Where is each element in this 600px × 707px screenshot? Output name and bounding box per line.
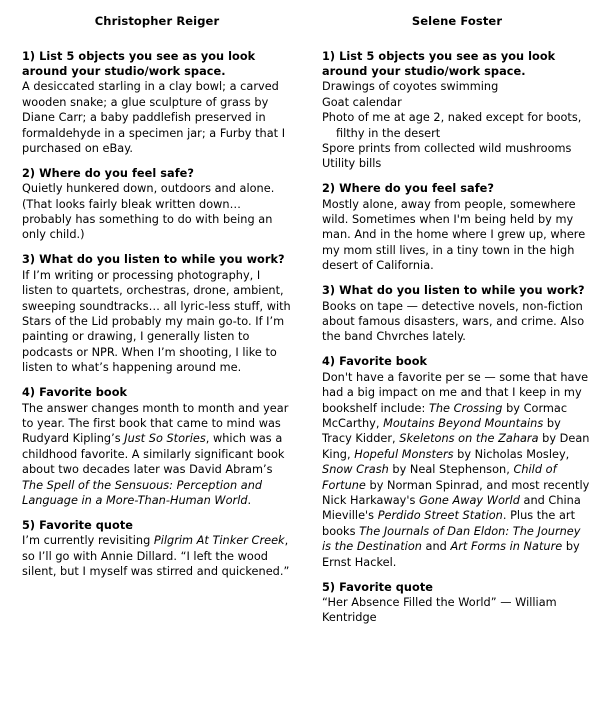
list-item: Goat calendar [322, 95, 402, 109]
qa-block [22, 385, 292, 508]
question-heading: 4) Favorite book [322, 355, 428, 369]
list-item: Spore prints from collected wild mushrooms [322, 141, 572, 155]
qa-list-right [322, 49, 592, 626]
question-heading: 2) Where do you feel safe? [322, 182, 494, 196]
answer-text: The answer changes month to month and year to year. The first book that came to mind was Rudyard Kipling’s Just So Stories, which was a childhood favorite. A similarly significant book about two decades later was David Abram’s The Spell of the Sensuous: Perception and Language in a More-Than-Human World. [22, 401, 289, 507]
question-heading: 2) Where do you feel safe? [22, 166, 194, 180]
qa-block [22, 166, 292, 243]
answer-text: I’m currently revisiting Pilgrim At Tinker Creek, so I’ll go with Annie Dillard. “I left the wood silent, but I myself was stirred and quickened.” [22, 534, 290, 579]
answer-text: Books on tape — detective novels, non-fiction about famous disasters, wars, and crime. Also the band Chvrches lately. [322, 299, 585, 344]
column-christopher-reiger [0, 14, 300, 580]
question-heading: 5) Favorite quote [22, 518, 133, 532]
answer-text: If I’m writing or processing photography, I listen to quartets, orchestras, drone, ambient, sweeping soundtracks… all lyric-less stuff, with Stars of the Lid probably my main go-to. If I’m painting or drawing, I generally listen to podcasts or NPR. When I’m shooting, I like to listen to what’s happening around me. [22, 268, 291, 375]
list-item: Utility bills [322, 157, 382, 171]
answer-text: A desiccated starling in a clay bowl; a carved wooden snake; a glue sculpture of grass by Diane Carr; a baby paddlefish preserved in formaldehyde in a specimen jar; a Furby that I purchased on eBay. [22, 80, 286, 155]
answer-text: Don't have a favorite per se — some that have had a big impact on me and that I keep in my bookshelf include: The Crossing by Cormac McCarthy, Moutains Beyond Mountains by Tracy Kidder, Skeletons on the Zahara by Dean King, Hopeful Monsters by Nicholas Mosley, Snow Crash by Neal Stephenson, Child of Fortune by Norman Spinrad, and most recently Nick Harkaway's Gone Away World and China Mieville's Perdido Street Station. Plus the art books The Journals of Dan Eldon: The Journey is the Destination and Art Forms in Nature by Ernst Hackel. [322, 370, 590, 569]
qa-block [322, 283, 592, 345]
qa-list-left [22, 49, 292, 580]
answer-text: Quietly hunkered down, outdoors and alone. (That looks fairly bleak written down… probably has something to do with being an only child.) [22, 182, 275, 242]
qa-block [22, 252, 292, 375]
qa-block [322, 580, 592, 626]
answer-text: “Her Absence Filled the World” — William Kentridge [322, 595, 557, 625]
list-item: Drawings of coyotes swimming [322, 80, 499, 94]
question-heading: 3) What do you listen to while you work? [322, 284, 585, 298]
column-title: Selene Foster [411, 14, 503, 28]
column-selene-foster [300, 14, 600, 626]
qa-block [322, 181, 592, 273]
column-title: Christopher Reiger [94, 14, 220, 28]
question-heading: 1) List 5 objects you see as you look around your studio/work space. [322, 49, 556, 78]
question-heading: 1) List 5 objects you see as you look around your studio/work space. [22, 49, 256, 78]
qa-block [322, 49, 592, 172]
question-heading: 3) What do you listen to while you work? [22, 253, 285, 267]
two-column-layout [0, 14, 600, 626]
qa-block [22, 518, 292, 580]
qa-block [322, 354, 592, 570]
question-heading: 5) Favorite quote [322, 580, 433, 594]
question-heading: 4) Favorite book [22, 386, 128, 400]
list-item: Photo of me at age 2, naked except for boots, filthy in the desert [322, 111, 582, 140]
object-list [322, 79, 592, 171]
qa-block [22, 49, 292, 157]
answer-text: Mostly alone, away from people, somewhere wild. Sometimes when I'm being held by my man. And in the home where I grew up, where my mom still lives, in a tiny town in the high desert of California. [322, 197, 586, 273]
